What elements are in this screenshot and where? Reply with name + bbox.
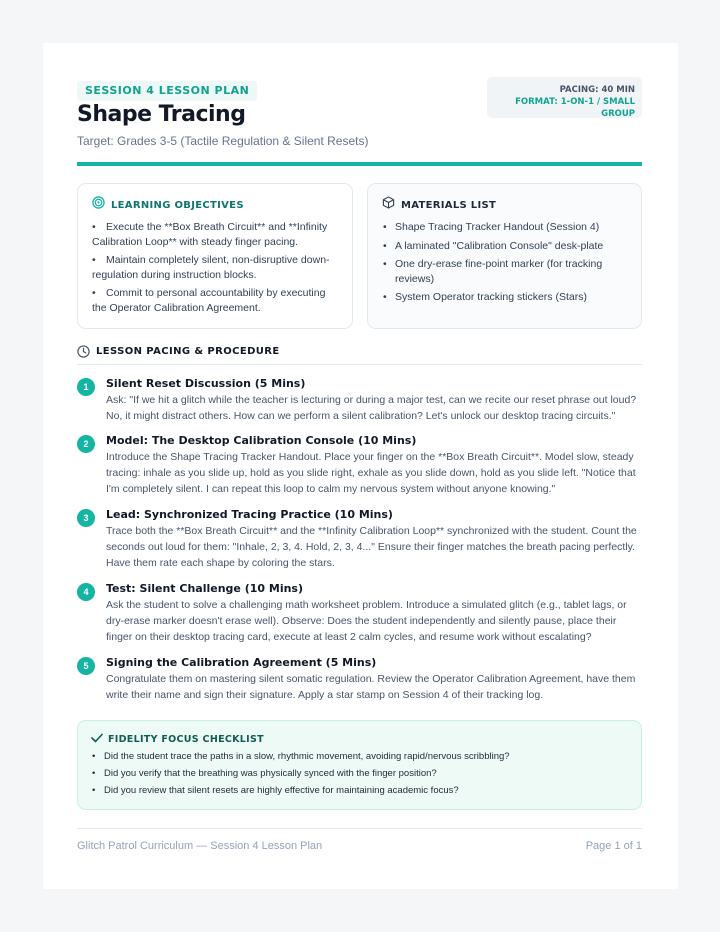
step-title: Lead: Synchronized Tracing Practice (10 Mins) xyxy=(106,508,393,521)
pacing-format-box xyxy=(487,77,642,118)
footer-curriculum-label: Glitch Patrol Curriculum — Session 4 Lesson Plan xyxy=(77,840,323,852)
procedure-heading: LESSON PACING & PROCEDURE xyxy=(96,346,280,357)
learning-objectives-card xyxy=(77,183,353,329)
fidelity-checklist-box xyxy=(77,720,642,810)
objectives-heading: LEARNING OBJECTIVES xyxy=(111,199,244,211)
objectives-list xyxy=(92,220,340,315)
step-number: 3 xyxy=(77,509,95,527)
fidelity-list xyxy=(91,748,629,799)
step-number: 1 xyxy=(77,378,95,396)
list-item: • Maintain completely silent, non-disruptive down-regulation during instruction blocks. xyxy=(92,253,340,282)
list-item: • Did you verify that the breathing was physically synced with the finger position? xyxy=(91,765,629,782)
step-number: 4 xyxy=(77,583,95,601)
page-number: Page 1 of 1 xyxy=(585,840,642,852)
list-item: • A laminated "Calibration Console" desk-plate xyxy=(382,239,629,254)
materials-heading: MATERIALS LIST xyxy=(401,199,497,211)
session-badge: SESSION 4 LESSON PLAN xyxy=(77,81,257,101)
list-item: • Shape Tracing Tracker Handout (Session 4) xyxy=(382,220,629,235)
materials-list-card xyxy=(367,183,642,329)
step-description: Ask the student to solve a challenging math worksheet problem. Introduce a simulated glitch (e.g., tablet lags, or dry-erase marker doesn't erase well). Observe: Does the student independently and silently pause, place their finger on their desktop tracing card, execute at least 2 calm cycles, and resume work without escalating? xyxy=(106,599,627,643)
pacing-label: PACING: 40 MIN xyxy=(559,85,635,95)
step-description: Ask: "If we hit a glitch while the teacher is lecturing or during a major test, can we recite our reset phrase out loud? No, it might distract others. How can we perform a silent calibration? Let's unlock our desktop tracing circuits." xyxy=(106,394,637,422)
fidelity-heading: FIDELITY FOCUS CHECKLIST xyxy=(108,733,264,745)
target-icon xyxy=(92,196,105,214)
clock-icon xyxy=(77,345,90,363)
list-item: • Commit to personal accountability by executing the Operator Calibration Agreement. xyxy=(92,286,340,315)
procedure-section-header xyxy=(77,345,642,365)
step-description: Trace both the **Box Breath Circuit** and the **Infinity Calibration Loop** synchronized with the student. Count the seconds out loud for them: "Inhale, 2, 3, 4. Hold, 2, 3, 4..." Ensure their finger matches the breath pacing perfectly. Have them rate each shape by coloring the stars. xyxy=(106,525,637,569)
step-title: Model: The Desktop Calibration Console (10 Mins) xyxy=(106,434,417,447)
step-title: Test: Silent Challenge (10 Mins) xyxy=(106,582,303,595)
materials-list xyxy=(382,220,629,305)
box-icon xyxy=(382,196,395,214)
step-title: Signing the Calibration Agreement (5 Mins) xyxy=(106,656,377,669)
format-label: FORMAT: 1-ON-1 / SMALL GROUP xyxy=(515,97,635,119)
step-title: Silent Reset Discussion (5 Mins) xyxy=(106,377,306,390)
list-item: • One dry-erase fine-point marker (for tracking reviews) xyxy=(382,257,629,286)
lesson-plan-page xyxy=(43,43,678,889)
list-item: • Execute the **Box Breath Circuit** and **Infinity Calibration Loop** with steady finger pacing. xyxy=(92,220,340,249)
checkmark-icon xyxy=(91,730,103,748)
header-divider xyxy=(77,162,642,166)
footer-divider xyxy=(77,828,642,829)
step-description: Introduce the Shape Tracing Tracker Handout. Place your finger on the **Box Breath Circuit**. Model slow, steady tracing: inhale as you slide up, hold as you slide right, exhale as you slide down, hold as you slide left. "Notice that I'm completely silent. I can repeat this loop to calm my nervous system without anyone knowing." xyxy=(106,451,636,495)
list-item: • System Operator tracking stickers (Stars) xyxy=(382,290,629,305)
list-item: • Did you review that silent resets are highly effective for maintaining academic focus? xyxy=(91,782,629,799)
step-number: 5 xyxy=(77,657,95,675)
target-audience: Target: Grades 3-5 (Tactile Regulation & Silent Resets) xyxy=(77,134,369,148)
list-item: • Did the student trace the paths in a slow, rhythmic movement, avoiding rapid/nervous scribbling? xyxy=(91,748,629,765)
step-number: 2 xyxy=(77,435,95,453)
step-description: Congratulate them on mastering silent somatic regulation. Review the Operator Calibration Agreement, have them write their name and sign their signature. Apply a star stamp on Session 4 of their tracking log. xyxy=(106,673,636,701)
page-title: Shape Tracing xyxy=(77,102,246,127)
